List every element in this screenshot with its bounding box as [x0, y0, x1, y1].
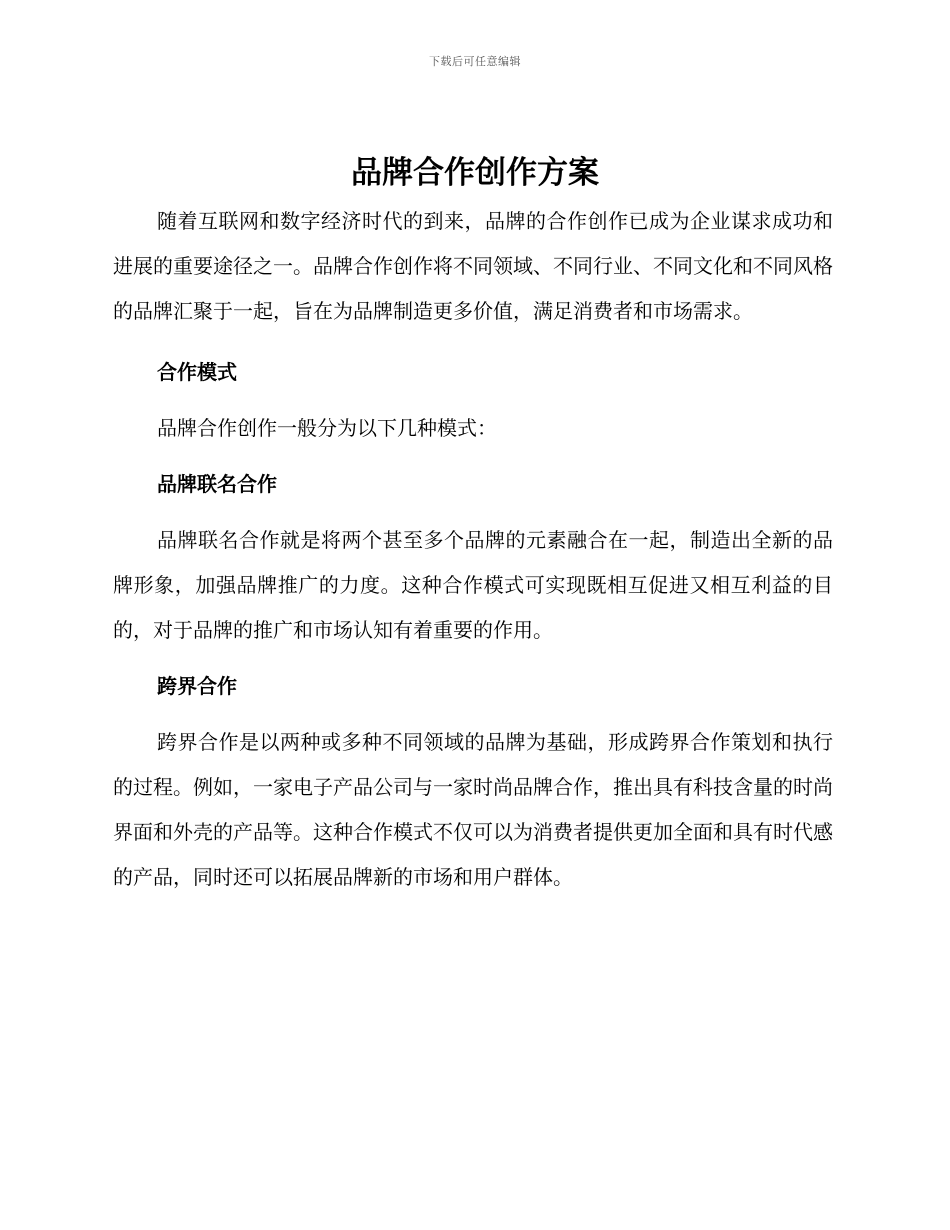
section-intro-paragraph: 品牌合作创作一般分为以下几种模式： [157, 416, 497, 440]
subsection-heading-co-branding: 品牌联名合作 [157, 472, 277, 496]
document-title: 品牌合作创作方案 [351, 155, 599, 191]
subsection-body-crossover: 跨界合作是以两种或多种不同领域的品牌为基础，形成跨界合作策划和执行的过程。例如，一家电子产品公司与一家时尚品牌合作，推出具有科技含量的时尚界面和外壳的产品等。这种合作模式不仅可以为消费者提供更加全面和具有时代感的产品，同时还可以拓展品牌新的市场和用户群体。 [113, 730, 833, 889]
page-header-note: 下载后可任意编辑 [429, 55, 521, 68]
intro-paragraph: 随着互联网和数字经济时代的到来，品牌的合作创作已成为企业谋求成功和进展的重要途径之一。品牌合作创作将不同领域、不同行业、不同文化和不同风格的品牌汇聚于一起，旨在为品牌制造更多价值，满足消费者和市场需求。 [113, 209, 833, 323]
section-heading-cooperation-modes: 合作模式 [157, 360, 237, 384]
document-body [113, 199, 833, 900]
subsection-body-co-branding: 品牌联名合作就是将两个甚至多个品牌的元素融合在一起，制造出全新的品牌形象，加强品牌推广的力度。这种合作模式可实现既相互促进又相互利益的目的，对于品牌的推广和市场认知有着重要的作用。 [113, 528, 833, 642]
subsection-heading-crossover: 跨界合作 [157, 674, 237, 698]
